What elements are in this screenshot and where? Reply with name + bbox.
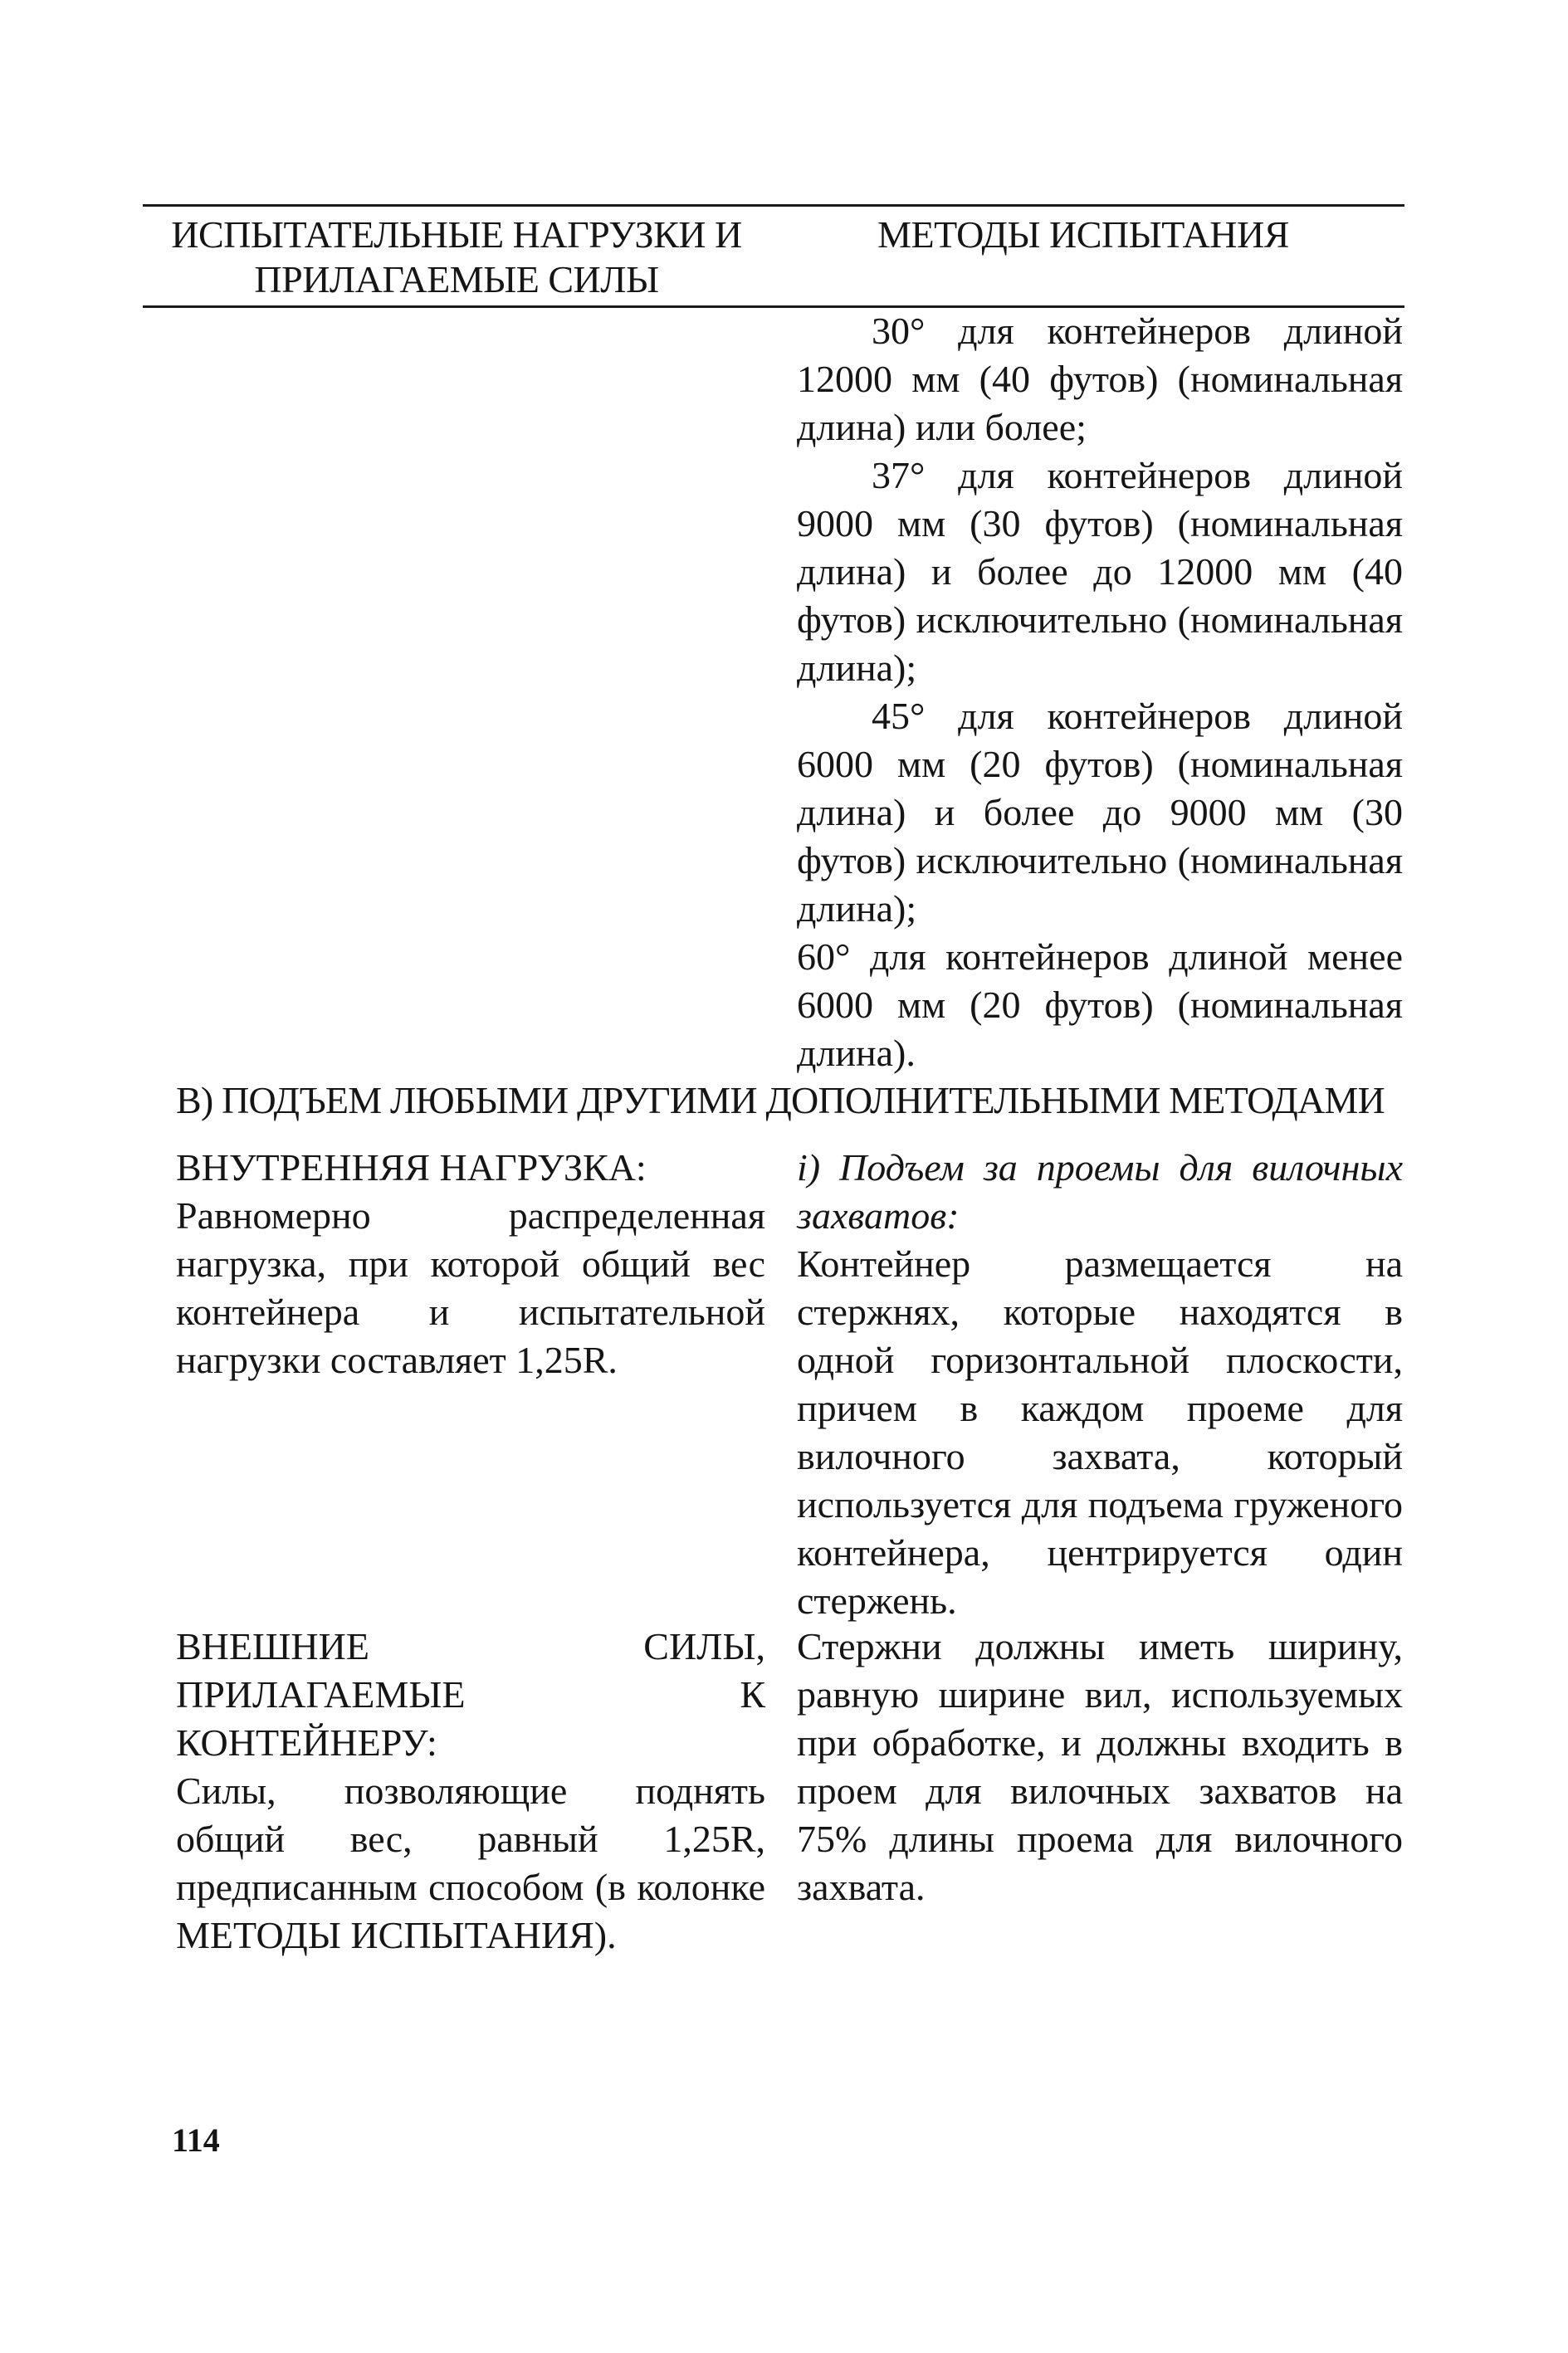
angle-item-37: 37° для контейнеров длиной 9000 мм (30 футов) (номинальная длина) и более до 12000 мм (40 футов) исключительно (номинальная длина); [797, 454, 1403, 689]
angle-item-60: 60° для контейнеров длиной менее 6000 мм (20 футов) (номинальная длина). [797, 935, 1403, 1074]
angle-list [797, 307, 1403, 1077]
header-right: МЕТОДЫ ИСПЫТАНИЯ [877, 213, 1289, 256]
header-top-rule [143, 204, 1404, 207]
external-forces-text: Силы, позволяющие поднять общий вес, равный 1,25R, предписанным способом (в колонке МЕТОДЫ ИСПЫТАНИЯ). [176, 1770, 765, 1956]
rods-method-block [797, 1623, 1403, 1911]
page-number: 114 [172, 2121, 220, 2159]
internal-load-text: Равномерно распределенная нагрузка, при которой общий вес контейнера и испытательной нагрузки составляет 1,25R. [176, 1194, 765, 1381]
rods-method-text: Стержни должны иметь ширину, равную ширине вил, используемых при обработке, и должны входить в проем для вилочных захватов на 75% длины проема для вилочного захвата. [797, 1625, 1403, 1908]
section-title: В) ПОДЪЕМ ЛЮБЫМИ ДРУГИМИ ДОПОЛНИТЕЛЬНЫМИ МЕТОДАМИ [176, 1079, 1385, 1121]
internal-load-block [176, 1144, 765, 1384]
header-left: ИСПЫТАТЕЛЬНЫЕ НАГРУЗКИ И ПРИЛАГАЕМЫЕ СИЛЫ [171, 213, 742, 300]
external-forces-block [176, 1623, 765, 1960]
forklift-method-block [797, 1144, 1403, 1625]
angle-item-45: 45° для контейнеров длиной 6000 мм (20 футов) (номинальная длина) и более до 9000 мм (30 футов) исключительно (номинальная длина); [797, 695, 1403, 930]
forklift-method-text: Контейнер размещается на стержнях, которые находятся в одной горизонтальной плоскости, причем в каждом проеме для вилочного захвата, который используется для подъема груженого контейнера, центрируется один стержень. [797, 1242, 1403, 1622]
forklift-method-heading: i) Подъем за проемы для вилочных захватов: [797, 1146, 1403, 1237]
external-forces-label: ВНЕШНИЕ СИЛЫ, ПРИЛАГАЕМЫЕ К КОНТЕЙНЕРУ: [176, 1625, 765, 1764]
angle-item-30: 30° для контейнеров длиной 12000 мм (40 футов) (номинальная длина) или более; [797, 310, 1403, 448]
internal-load-label: ВНУТРЕННЯЯ НАГРУЗКА: [176, 1146, 647, 1189]
